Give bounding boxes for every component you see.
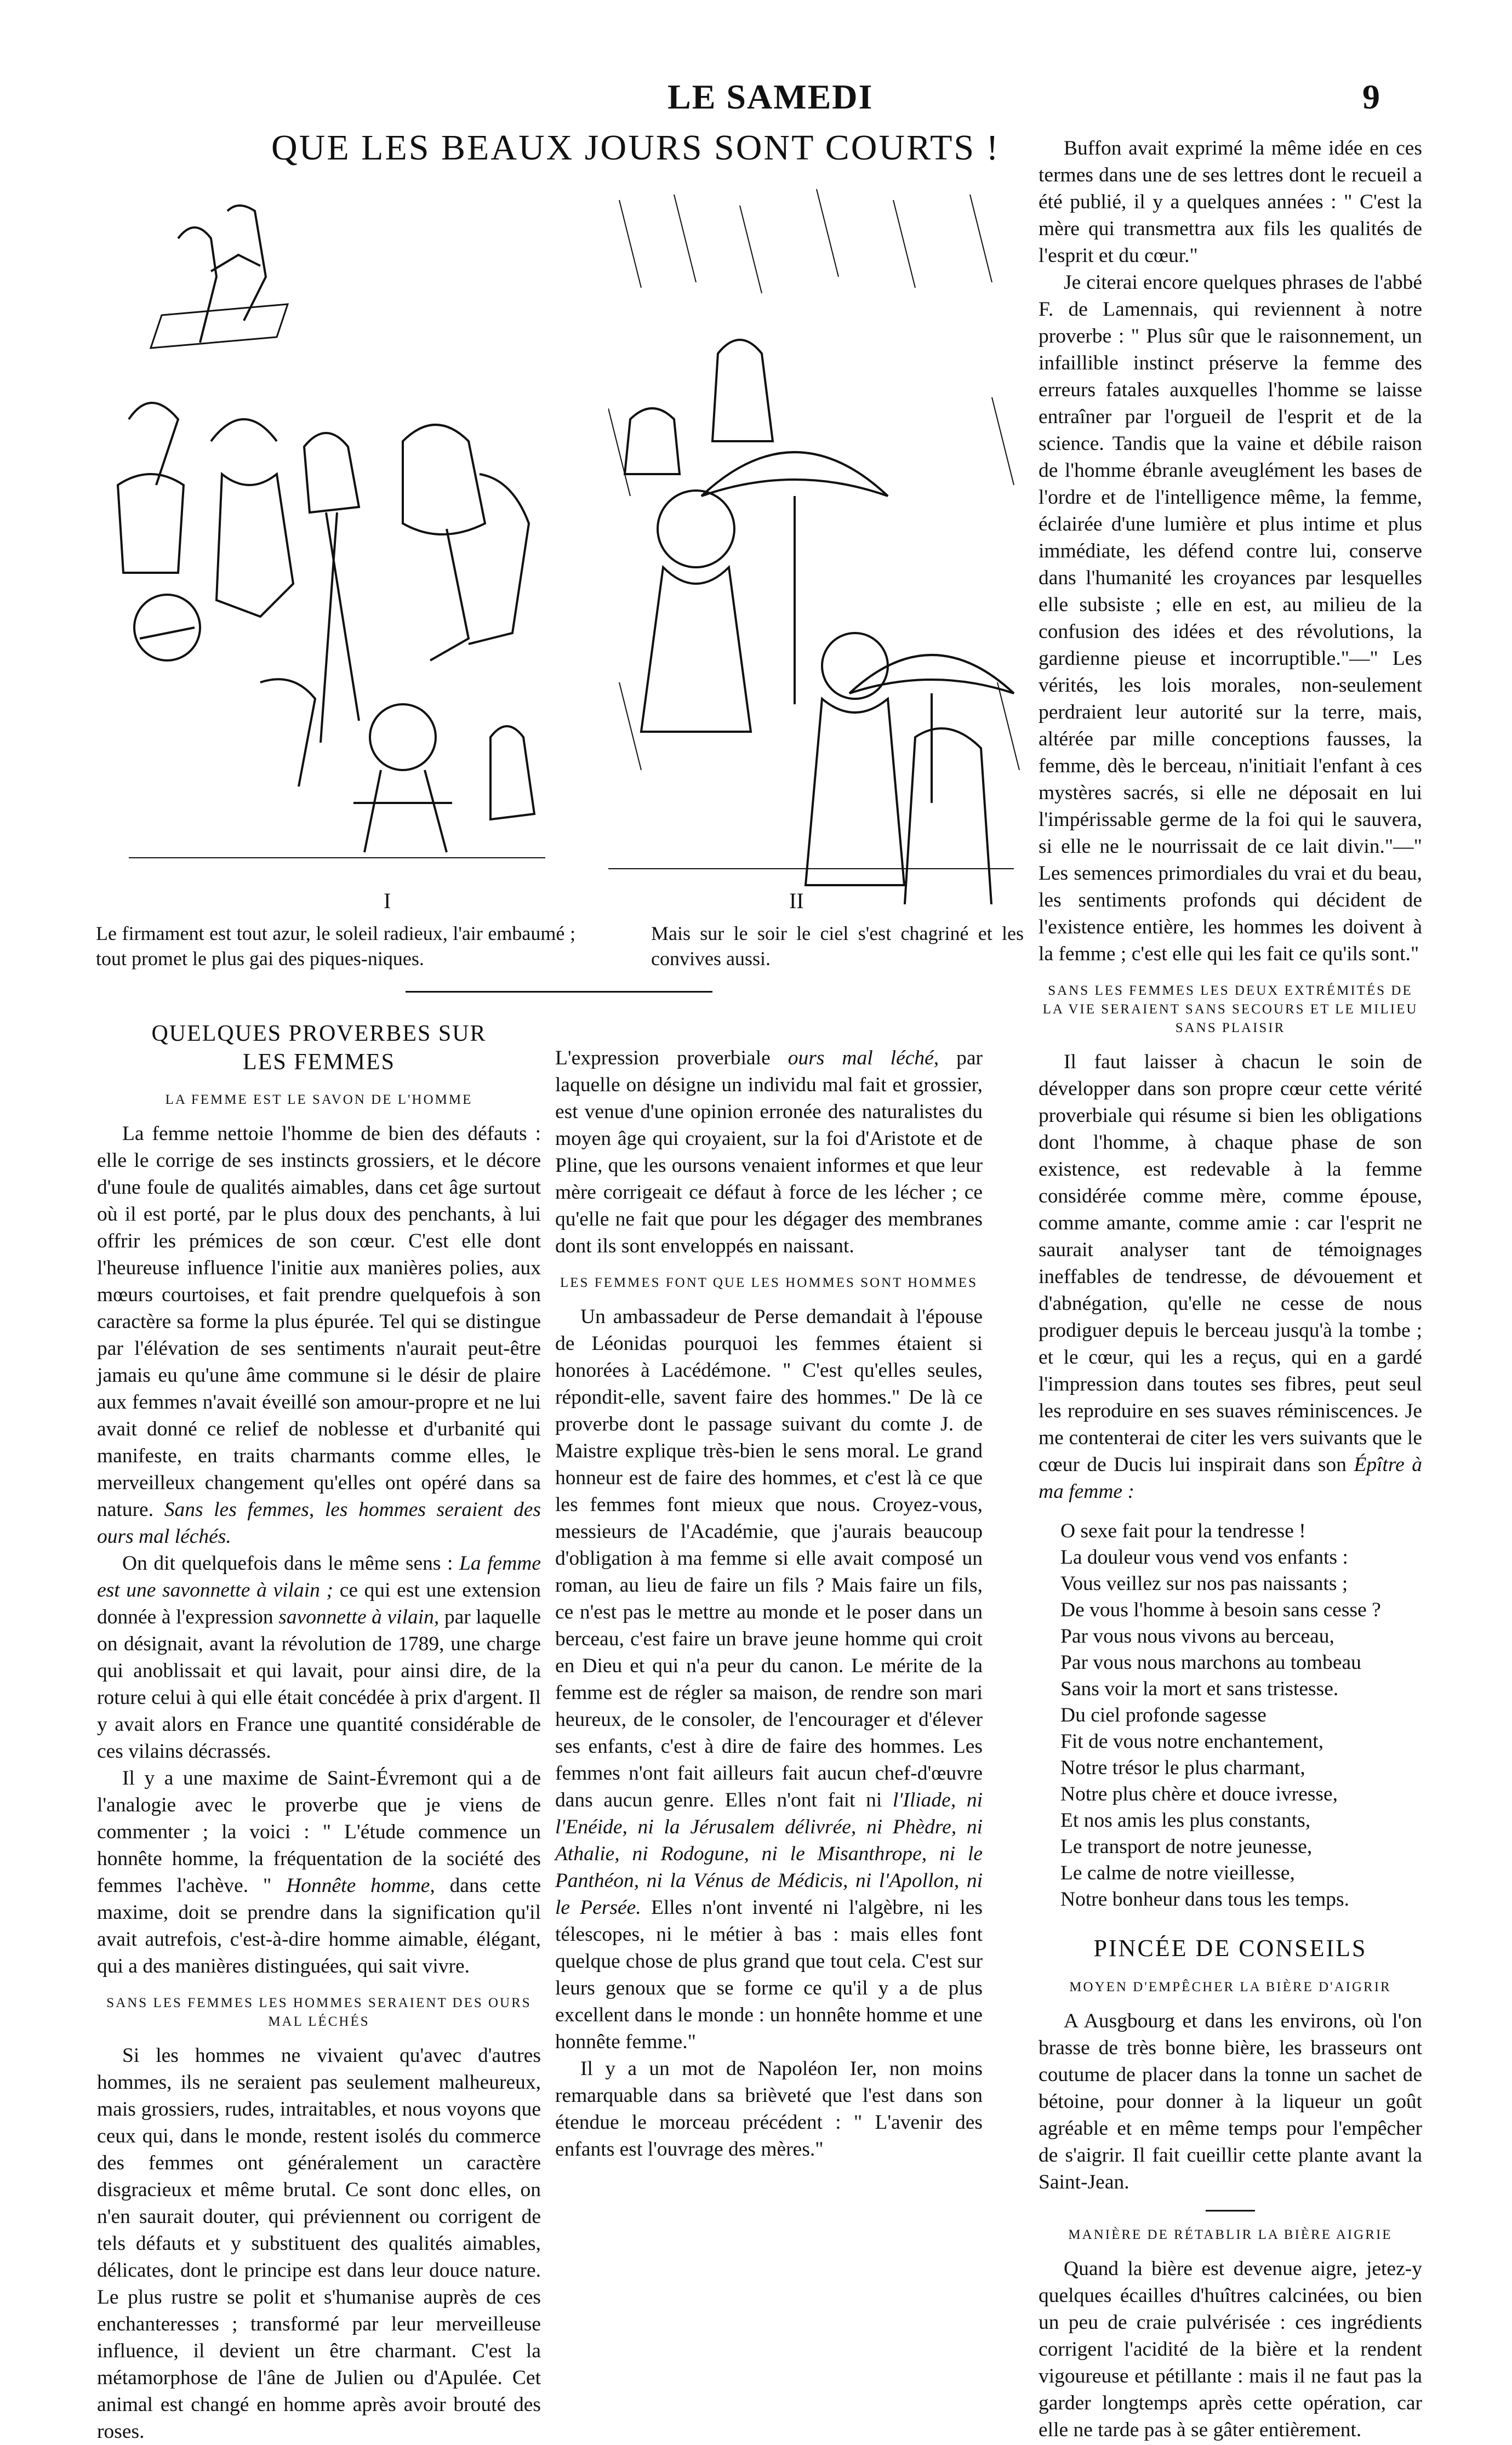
- poem-line: Le transport de notre jeunesse,: [1060, 1836, 1313, 1858]
- section-heading-hommes: LES FEMMES FONT QUE LES HOMMES SONT HOMMES: [560, 1275, 978, 1290]
- illustration-panel-right: [608, 186, 1025, 904]
- poem-line: Et nos amis les plus constants,: [1060, 1809, 1311, 1832]
- paragraph-hommes-1: Un ambassadeur de Perse demandait à l'épouse de Léonidas pourquoi les femmes étaient si honorées à Lacédémone. " C'est qu'elles seules, répondit-elle, savent faire des hommes." De là ce proverbe dont le passage suivant du comte J. de Maistre explique très-bien le sens moral. Le grand honneur est de faire des hommes, et c'est là ce que les femmes font mieux que nous. Croyez-vous, messieurs de l'Académie, que j'aurais beaucoup d'obligation à ma femme si elle avait composé un roman, au lieu de faire un fils ? Mais faire un fils, ce n'est pas le mettre au monde et le poser dans un berceau, c'est faire un brave jeune homme qui croit en Dieu et qui n'a peur du canon. Le mérite de la femme est de régler sa maison, de rendre son mari heureux, de le consoler, de l'encourager et d'élever ses enfants, c'est à dire de faire des hommes. Les femmes n'ont fait ailleurs fait aucun chef-d'œuvre dans aucun genre. Elles n'ont fait ni l'Iliade, ni l'Enéide, ni la Jérusalem délivrée, ni Phèdre, ni Athalie, ni Rodogune, ni le Misanthrope, ni le Panthéon, ni la Vénus de Médicis, ni l'Apollon, ni le Persée. Elles n'ont inventé ni l'algèbre, ni les télescopes, ni le métier à bas : mais elles font quelque chose de plus grand que tout cela. C'est sur leurs genoux que se forme ce qu'il y a de plus excellent dans le monde : un honnête homme et une honnête femme.": [555, 1306, 983, 2053]
- poem-line: La douleur vous vend vos enfants :: [1060, 1546, 1348, 1569]
- panel-right-numeral: II: [789, 888, 804, 913]
- paragraph-ours-1: Si les hommes ne vivaient qu'avec d'autres hommes, ils ne seraient pas seulement malheureux, mais grossiers, rudes, intraitables, et nous voyons que ceux qui, dans le monde, restent isolés du commerce des femmes ont généralement un caractère disgracieux et même brutal. Ce sont donc elles, on n'en saurait douter, qui préviennent ou corrigent de tels défauts et y substituent des qualités aimables, délicates, dont le principe est dans leur douce nature. Le plus rustre se polit et s'humanise auprès de ces enchanteresses ; transformé par leur merveilleuse influence, il devient un être charmant. C'est la métamorphose de l'âne de Julien ou d'Apulée. Cet animal est changé en homme après avoir brouté des roses.: [97, 2044, 541, 2443]
- poem-epitre: [1060, 1518, 1422, 1913]
- poem-line: Le calme de notre vieillesse,: [1060, 1862, 1295, 1884]
- illustration-panel-left: [96, 186, 589, 904]
- paragraph-savon-2: On dit quelquefois dans le même sens : La femme est une savonnette à vilain ; ce qui est une extension donnée à l'expression savonnette à vilain, par laquelle on désignait, avant la révolution de 1789, une charge qui anoblissait et qui lavait, pour ainsi dire, de la roture celui à qui elle était concédée à prix d'argent. Il y avait alors en France une quantité considérable de ces vilains décrassés.: [97, 1552, 541, 1763]
- paragraph-lamennais: Je citerai encore quelques phrases de l'abbé F. de Lamennais, qui reviennent à notre proverbe : " Plus sûr que le raisonnement, un infaillible instinct préserve la femme des erreurs fatales auxquelles l'homme se laisse entraîner par l'orgueil de l'esprit et de la science. Tandis que la vaine et débile raison de l'homme ébranle aveuglément les bases de l'ordre et de l'intelligence même, la femme, éclairée d'une lumière et plus intime et plus immédiate, les défend contre lui, conserve dans l'humanité les croyances par lesquelles elle subsiste ; elle en est, au milieu de la confusion des idées et des révolutions, la gardienne pieuse et incorruptible."—" Les vérités, les lois morales, non-seulement perdraient leur autorité sur la terre, mais, altérée par mille conceptions fausses, la femme, dès le berceau, n'initiait l'enfant à ces mystères sacrés, si elle ne déposait en lui l'impérissable germe de la foi qui le sauvera, si elle ne le nourrissait de ce lait divin."—" Les semences primordiales du vrai et du beau, les sentiments profonds qui décident de l'existence entière, les hommes les doivent à la femme ; c'est elle qui les fait ce qu'ils sont.": [1039, 271, 1422, 965]
- poem-line: Notre trésor le plus charmant,: [1060, 1757, 1305, 1779]
- column-3: [1039, 135, 1422, 2443]
- children-sketch: [353, 704, 534, 852]
- poem-line: Fit de vous notre enchantement,: [1060, 1730, 1324, 1753]
- column-1: [97, 1019, 541, 2445]
- article-title-proverbes: QUELQUES PROVERBES SUR LES FEMMES: [151, 1021, 487, 1075]
- section-heading-extremites: SANS LES FEMMES LES DEUX EXTRÉMITÉS DE LA VIE SERAIENT SANS SECOURS ET LE MILIEU SANS PLAISIR: [1042, 983, 1418, 1035]
- column-2: [555, 1045, 983, 2163]
- paragraph-empecher: A Ausgbourg et dans les environs, où l'on brasse de très bonne bière, les brasseurs ont coutume de placer dans la tonne un sachet de bétoine, pour donner à la liqueur un goût agréable et en même temps pour l'empêcher de s'aigrir. Il fait cueillir cette plante avant la Saint-Jean.: [1039, 2010, 1422, 2193]
- paragraph-extremites: Il faut laisser à chacun le soin de développer dans son propre cœur cette vérité proverbiale qui résume si bien les obligations dont l'homme, à chaque phase de son existence, est redevable à la femme considérée comme mère, comme épouse, comme amante, comme amie : car l'esprit ne saurait analyser tant de témoignages ineffables de tendresse, de dévouement et d'abnégation, qu'elle ne cesse de nous prodiguer depuis le berceau jusqu'à la tombe ; et le cœur, qui les a reçus, qui en a gardé l'impression dans toutes ses fibres, peut seul les reproduire en ses suaves réminiscences. Je me contenterai de citer les vers suivants que le cœur de Ducis lui inspirait dans son Épître à ma femme :: [1039, 1051, 1422, 1503]
- panel-left-numeral: I: [384, 888, 391, 913]
- short-separator: [1206, 2210, 1255, 2212]
- soaked-picnickers-sketch: [625, 340, 992, 904]
- section-heading-ours: SANS LES FEMMES LES HOMMES SERAIENT DES OURS MAL LÉCHÉS: [106, 1996, 532, 2029]
- section-heading-retablir: MANIÈRE DE RÉTABLIR LA BIÈRE AIGRIE: [1068, 2227, 1393, 2242]
- separator-rule: [406, 991, 712, 993]
- poem-line: Par vous nous marchons au tombeau: [1060, 1651, 1361, 1674]
- caption-right: Mais sur le soir le ciel s'est chagriné et les convives aussi.: [651, 922, 1024, 970]
- poem-line: Sans voir la mort et sans tristesse.: [1060, 1678, 1339, 1700]
- masthead: LE SAMEDI: [667, 77, 874, 116]
- poem-line: Par vous nous vivons au berceau,: [1060, 1625, 1334, 1648]
- picnic-group-sketch: [118, 403, 529, 786]
- poem-line: De vous l'homme à besoin sans cesse ?: [1060, 1599, 1381, 1621]
- paragraph-retablir: Quand la bière est devenue aigre, jetez-y quelques écailles d'huîtres calcinées, ou bien un peu de craie pulvérisée : ces ingrédients corrigent l'acidité de la bière et la rendent vigoureuse et pétillante : mais il ne faut pas la garder longtemps après cette opération, car elle ne tarde pas à se gâter entièrement.: [1039, 2258, 1422, 2441]
- umbrellas-sketch: [701, 452, 1014, 803]
- caption-left: Le firmament est tout azur, le soleil radieux, l'air embaumé ; tout promet le plus gai des piques-niques.: [96, 922, 575, 970]
- paragraph-buffon: Buffon avait exprimé la même idée en ces termes dans une de ses lettres dont le recueil a été publié, il y a quelques années : " C'est la mère qui transmettra aux fils les qualités de l'esprit et du cœur.": [1039, 137, 1422, 267]
- poem-line: O sexe fait pour la tendresse !: [1060, 1520, 1306, 1542]
- paragraph-napoleon: Il y a un mot de Napoléon Ier, non moins remarquable dans sa brièveté que l'est dans son étendue le morceau précédent : " L'avenir des enfants est l'ouvrage des mères.": [555, 2058, 983, 2161]
- couple-on-fence-sketch: [151, 206, 288, 348]
- poem-line: Notre bonheur dans tous les temps.: [1060, 1888, 1349, 1911]
- article-title-conseils: PINCÉE DE CONSEILS: [1093, 1935, 1367, 1962]
- paragraph-ours-2: L'expression proverbiale ours mal léché, par laquelle on désigne un individu mal fait et grossier, est venue d'une opinion erronée des naturalistes du moyen âge qui croyaient, sur la foi d'Aristote et de Pline, que les oursons venaient informes et que leur mère corrigeait ce défaut à force de les lécher ; ce qu'elle ne fait que pour les dégager des membranes dont ils sont enveloppés en naissant.: [555, 1047, 983, 1257]
- section-heading-savon: LA FEMME EST LE SAVON DE L'HOMME: [165, 1092, 473, 1107]
- section-heading-empecher: MOYEN D'EMPÊCHER LA BIÈRE D'AIGRIR: [1069, 1980, 1391, 1994]
- poem-line: Vous veillez sur nos pas naissants ;: [1060, 1572, 1348, 1595]
- paragraph-savon-3: Il y a une maxime de Saint-Évremont qui a de l'analogie avec le proverbe que je viens de commenter ; la voici : " L'étude commence un honnête homme, la fréquentation de la société des femmes l'achève. " Honnête homme, dans cette maxime, doit se prendre dans la signification qu'il avait autrefois, c'est-à-dire homme aimable, élégant, qui a des manières distinguées, qui sait vivre.: [97, 1767, 541, 1977]
- page-number: 9: [1362, 77, 1381, 116]
- illustration-title: QUE LES BEAUX JOURS SONT COURTS !: [271, 128, 1000, 168]
- poem-line: Notre plus chère et douce ivresse,: [1060, 1783, 1338, 1805]
- poem-line: Du ciel profonde sagesse: [1060, 1704, 1266, 1726]
- paragraph-savon-1: La femme nettoie l'homme de bien des défauts : elle le corrige de ses instincts grossiers, et le décore d'une foule de qualités aimables, dans cet âge surtout où il est porté, par le plus doux des penchants, à lui offrir les prémices de son cœur. C'est elle dont l'heureuse influence l'initie aux manières polies, aux mœurs courtoises, et fait prendre quelquefois à son caractère sa forme la plus épurée. Tel qui se distingue par l'élévation de ses sentiments n'aurait peut-être jamais eu qu'une âme commune si le désir de plaire aux femmes n'avait éveillé son amour-propre et ne lui avait donné ce relief de noblesse et d'urbanité qui manifeste, en traits charmants comme elles, le merveilleux changement qu'elles ont opéré dans sa nature. Sans les femmes, les hommes seraient des ours mal léchés.: [97, 1122, 541, 1548]
